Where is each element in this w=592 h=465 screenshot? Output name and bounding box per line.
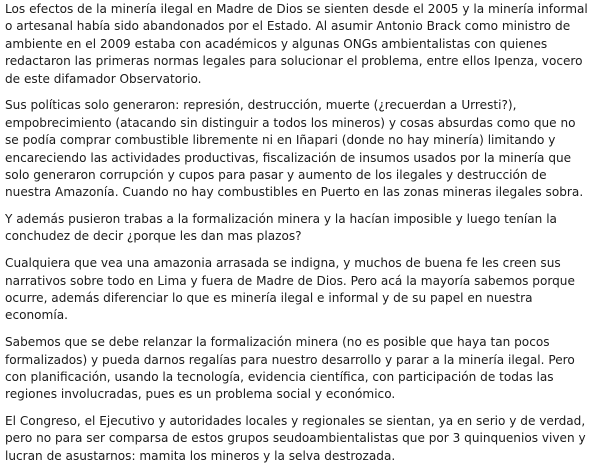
paragraph-2: Sus políticas solo generaron: represión, destrucción, muerte (¿recuerdan a Urresti?), empobrecimiento (atacando sin distinguir a todos los mineros) y cosas absurdas como que no se podía comprar combustible libremente ni en Iñapari (donde no hay minería) limitando y encareciendo las actividades productivas, fiscalización de insumos usados por la minería que solo generaron corrupción y cupos para pasar y aumento de los ilegales y destrucción de nuestra Amazonía. Cuando no hay combustibles en Puerto en las zonas mineras ilegales sobra.: [5, 98, 584, 200]
paragraph-6: El Congreso, el Ejecutivo y autoridades locales y regionales se sientan, ya en serio y de verdad, pero no para ser comparsa de estos grupos seudoambientalistas que por 3 quinquenios viven y lucran de asustarnos: mamita los mineros y la selva destrozada.: [5, 414, 586, 463]
paragraph-1: Los efectos de la minería ilegal en Madre de Dios se sienten desde el 2005 y la minería informal o artesanal había sido abandonados por el Estado. Al asumir Antonio Brack como ministro de ambiente en el 2009 estaba con académicos y algunas ONGs ambientalistas con quienes redactaron las primeras normas legales para solucionar el problema, entre ellos Ipenza, vocero de este difamador Observatorio.: [5, 2, 588, 86]
paragraph-3: Y además pusieron trabas a la formalización minera y la hacían imposible y luego tenían la conchudez de decir ¿porque les dan mas plazos?: [5, 212, 557, 244]
paragraph-5: Sabemos que se debe relanzar la formalización minera (no es posible que haya tan pocos formalizados) y pueda darnos regalías para nuestro desarrollo y parar a la minería ilegal. Pero con planificación, usando la tecnología, evidencia científica, con participación de todas las regiones involucradas, pues es un problema social y económico.: [5, 335, 575, 402]
paragraph-4: Cualquiera que vea una amazonia arrasada se indigna, y muchos de buena fe les creen sus narrativos sobre todo en Lima y fuera de Madre de Dios. Pero acá la mayoría sabemos porque ocurre, además diferenciar lo que es minería ilegal e informal y de su papel en nuestra economía.: [5, 256, 575, 323]
